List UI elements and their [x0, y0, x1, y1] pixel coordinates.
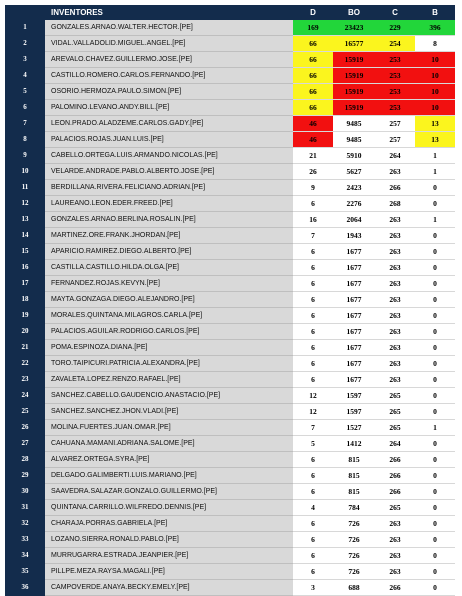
value-c: 263 [375, 324, 415, 340]
row-index: 23 [5, 372, 45, 388]
row-index: 36 [5, 580, 45, 596]
value-bo: 688 [333, 580, 375, 596]
value-b: 13 [415, 116, 455, 132]
row-index: 21 [5, 340, 45, 356]
value-c: 263 [375, 356, 415, 372]
value-bo: 1677 [333, 340, 375, 356]
value-d: 6 [293, 340, 333, 356]
row-index: 16 [5, 260, 45, 276]
value-c: 263 [375, 564, 415, 580]
table-row [5, 564, 455, 580]
value-bo: 1597 [333, 388, 375, 404]
value-c: 263 [375, 164, 415, 180]
value-c: 263 [375, 516, 415, 532]
row-index: 25 [5, 404, 45, 420]
row-index: 9 [5, 148, 45, 164]
value-b: 0 [415, 356, 455, 372]
inventor-name: SANCHEZ.SANCHEZ.JHON.VLADI.[PE] [45, 404, 293, 420]
value-b: 0 [415, 388, 455, 404]
row-index: 35 [5, 564, 45, 580]
inventor-name: SAAVEDRA.SALAZAR.GONZALO.GUILLERMO.[PE] [45, 484, 293, 500]
value-c: 253 [375, 100, 415, 116]
row-index: 4 [5, 68, 45, 84]
row-index: 11 [5, 180, 45, 196]
inventor-name: CAHUANA.MAMANI.ADRIANA.SALOME.[PE] [45, 436, 293, 452]
row-index: 12 [5, 196, 45, 212]
value-c: 265 [375, 388, 415, 404]
inventor-name: OSORIO.HERMOZA.PAULO.SIMON.[PE] [45, 84, 293, 100]
value-bo: 1677 [333, 276, 375, 292]
value-b: 0 [415, 244, 455, 260]
value-d: 6 [293, 308, 333, 324]
value-b: 0 [415, 564, 455, 580]
value-b: 13 [415, 132, 455, 148]
value-c: 263 [375, 308, 415, 324]
value-c: 265 [375, 420, 415, 436]
value-c: 266 [375, 580, 415, 596]
inventor-name: CABELLO.ORTEGA.LUIS.ARMANDO.NICOLAS.[PE] [45, 148, 293, 164]
value-d: 66 [293, 52, 333, 68]
value-d: 6 [293, 324, 333, 340]
value-b: 0 [415, 516, 455, 532]
value-c: 263 [375, 340, 415, 356]
row-index: 13 [5, 212, 45, 228]
value-c: 263 [375, 276, 415, 292]
value-d: 16 [293, 212, 333, 228]
value-c: 263 [375, 228, 415, 244]
value-bo: 1677 [333, 372, 375, 388]
value-b: 0 [415, 324, 455, 340]
row-index: 26 [5, 420, 45, 436]
row-index: 1 [5, 20, 45, 36]
value-bo: 5627 [333, 164, 375, 180]
value-d: 6 [293, 532, 333, 548]
value-d: 6 [293, 292, 333, 308]
table-row [5, 308, 455, 324]
row-index: 29 [5, 468, 45, 484]
value-b: 0 [415, 372, 455, 388]
value-bo: 1677 [333, 244, 375, 260]
value-b: 396 [415, 20, 455, 36]
table-row [5, 292, 455, 308]
value-bo: 5910 [333, 148, 375, 164]
value-b: 0 [415, 452, 455, 468]
value-b: 1 [415, 164, 455, 180]
table-row [5, 580, 455, 596]
inventor-name: MURRUGARRA.ESTRADA.JEANPIER.[PE] [45, 548, 293, 564]
inventor-name: QUINTANA.CARRILLO.WILFREDO.DENNIS.[PE] [45, 500, 293, 516]
row-index: 20 [5, 324, 45, 340]
table-row [5, 468, 455, 484]
table-body [5, 20, 455, 596]
value-c: 229 [375, 20, 415, 36]
value-bo: 15919 [333, 100, 375, 116]
value-b: 0 [415, 404, 455, 420]
row-index: 27 [5, 436, 45, 452]
value-d: 12 [293, 404, 333, 420]
row-index: 34 [5, 548, 45, 564]
value-d: 66 [293, 36, 333, 52]
value-b: 1 [415, 148, 455, 164]
value-bo: 1677 [333, 324, 375, 340]
table-row [5, 196, 455, 212]
value-bo: 15919 [333, 52, 375, 68]
value-bo: 726 [333, 532, 375, 548]
inventor-name: POMA.ESPINOZA.DIANA.[PE] [45, 340, 293, 356]
value-b: 10 [415, 68, 455, 84]
header-d: D [293, 5, 333, 20]
value-d: 21 [293, 148, 333, 164]
inventor-name: LOZANO.SIERRA.RONALD.PABLO.[PE] [45, 532, 293, 548]
inventor-name: MORALES.QUINTANA.MILAGROS.CARLA.[PE] [45, 308, 293, 324]
row-index: 10 [5, 164, 45, 180]
value-d: 12 [293, 388, 333, 404]
value-bo: 9485 [333, 132, 375, 148]
value-bo: 784 [333, 500, 375, 516]
inventor-name: ALVAREZ.ORTEGA.SYRA.[PE] [45, 452, 293, 468]
inventors-table [5, 5, 455, 596]
value-b: 10 [415, 84, 455, 100]
inventor-name: BERDILLANA.RIVERA.FELICIANO.ADRIAN.[PE] [45, 180, 293, 196]
table-row [5, 36, 455, 52]
inventor-name: CHARAJA.PORRAS.GABRIELA.[PE] [45, 516, 293, 532]
inventor-name: PALOMINO.LEVANO.ANDY.BILL.[PE] [45, 100, 293, 116]
value-b: 0 [415, 484, 455, 500]
value-c: 257 [375, 116, 415, 132]
value-b: 0 [415, 532, 455, 548]
value-b: 0 [415, 468, 455, 484]
row-index: 28 [5, 452, 45, 468]
value-d: 7 [293, 228, 333, 244]
table-row [5, 532, 455, 548]
value-bo: 815 [333, 468, 375, 484]
table-row [5, 484, 455, 500]
value-d: 169 [293, 20, 333, 36]
inventor-name: PILLPE.MEZA.RAYSA.MAGALI.[PE] [45, 564, 293, 580]
inventor-name: CASTILLA.CASTILLO.HILDA.OLGA.[PE] [45, 260, 293, 276]
inventor-name: APARICIO.RAMIREZ.DIEGO.ALBERTO.[PE] [45, 244, 293, 260]
value-d: 6 [293, 484, 333, 500]
value-bo: 9485 [333, 116, 375, 132]
row-index: 5 [5, 84, 45, 100]
value-d: 5 [293, 436, 333, 452]
value-bo: 15919 [333, 68, 375, 84]
value-c: 265 [375, 404, 415, 420]
value-bo: 1677 [333, 292, 375, 308]
value-c: 263 [375, 532, 415, 548]
header-b: B [415, 5, 455, 20]
value-c: 253 [375, 84, 415, 100]
value-b: 0 [415, 308, 455, 324]
table-row [5, 132, 455, 148]
value-d: 6 [293, 196, 333, 212]
table-row [5, 276, 455, 292]
value-bo: 1677 [333, 308, 375, 324]
value-b: 0 [415, 292, 455, 308]
header-index [5, 5, 45, 20]
value-bo: 16577 [333, 36, 375, 52]
table-row [5, 228, 455, 244]
value-c: 263 [375, 548, 415, 564]
value-b: 0 [415, 196, 455, 212]
value-d: 6 [293, 452, 333, 468]
table-row [5, 20, 455, 36]
inventor-name: ZAVALETA.LOPEZ.RENZO.RAFAEL.[PE] [45, 372, 293, 388]
value-d: 46 [293, 116, 333, 132]
table-row [5, 452, 455, 468]
table-header-row [5, 5, 455, 20]
value-d: 7 [293, 420, 333, 436]
value-bo: 2276 [333, 196, 375, 212]
value-d: 66 [293, 68, 333, 84]
value-d: 6 [293, 244, 333, 260]
row-index: 24 [5, 388, 45, 404]
table-row [5, 436, 455, 452]
value-b: 10 [415, 52, 455, 68]
value-bo: 15919 [333, 84, 375, 100]
value-c: 266 [375, 468, 415, 484]
value-bo: 1677 [333, 356, 375, 372]
inventor-name: MARTINEZ.ORE.FRANK.JHORDAN.[PE] [45, 228, 293, 244]
inventor-name: VIDAL.VALLADOLID.MIGUEL.ANGEL.[PE] [45, 36, 293, 52]
value-c: 265 [375, 500, 415, 516]
table-row [5, 164, 455, 180]
value-d: 66 [293, 100, 333, 116]
value-b: 0 [415, 260, 455, 276]
value-bo: 815 [333, 484, 375, 500]
inventor-name: PALACIOS.ROJAS.JUAN.LUIS.[PE] [45, 132, 293, 148]
inventor-name: MAYTA.GONZAGA.DIEGO.ALEJANDRO.[PE] [45, 292, 293, 308]
row-index: 7 [5, 116, 45, 132]
inventor-name: CASTILLO.ROMERO.CARLOS.FERNANDO.[PE] [45, 68, 293, 84]
value-bo: 1943 [333, 228, 375, 244]
value-b: 0 [415, 500, 455, 516]
table-row [5, 84, 455, 100]
value-c: 254 [375, 36, 415, 52]
table-row [5, 148, 455, 164]
value-c: 253 [375, 68, 415, 84]
table-row [5, 324, 455, 340]
inventor-name: CAMPOVERDE.ANAYA.BECKY.EMELY.[PE] [45, 580, 293, 596]
value-d: 6 [293, 548, 333, 564]
value-b: 0 [415, 228, 455, 244]
value-c: 266 [375, 452, 415, 468]
value-b: 0 [415, 580, 455, 596]
value-b: 0 [415, 340, 455, 356]
value-d: 6 [293, 356, 333, 372]
table-row [5, 516, 455, 532]
table-row [5, 356, 455, 372]
row-index: 19 [5, 308, 45, 324]
inventor-name: GONZALES.ARNAO.WALTER.HECTOR.[PE] [45, 20, 293, 36]
value-c: 263 [375, 244, 415, 260]
inventor-name: FERNANDEZ.ROJAS.KEVYN.[PE] [45, 276, 293, 292]
value-bo: 726 [333, 564, 375, 580]
row-index: 32 [5, 516, 45, 532]
row-index: 31 [5, 500, 45, 516]
row-index: 17 [5, 276, 45, 292]
table-row [5, 388, 455, 404]
table-row [5, 116, 455, 132]
value-c: 263 [375, 372, 415, 388]
table-row [5, 500, 455, 516]
value-bo: 815 [333, 452, 375, 468]
row-index: 2 [5, 36, 45, 52]
value-bo: 726 [333, 548, 375, 564]
value-b: 0 [415, 180, 455, 196]
row-index: 22 [5, 356, 45, 372]
value-d: 6 [293, 260, 333, 276]
row-index: 14 [5, 228, 45, 244]
value-bo: 1677 [333, 260, 375, 276]
table-row [5, 340, 455, 356]
value-c: 266 [375, 484, 415, 500]
value-b: 8 [415, 36, 455, 52]
inventor-name: GONZALES.ARNAO.BERLINA.ROSALIN.[PE] [45, 212, 293, 228]
value-bo: 2064 [333, 212, 375, 228]
table-row [5, 420, 455, 436]
value-c: 268 [375, 196, 415, 212]
row-index: 33 [5, 532, 45, 548]
inventor-name: AREVALO.CHAVEZ.GUILLERMO.JOSE.[PE] [45, 52, 293, 68]
header-bo: BO [333, 5, 375, 20]
value-d: 66 [293, 84, 333, 100]
table-row [5, 260, 455, 276]
value-bo: 2423 [333, 180, 375, 196]
value-c: 253 [375, 52, 415, 68]
row-index: 8 [5, 132, 45, 148]
value-c: 257 [375, 132, 415, 148]
value-b: 0 [415, 548, 455, 564]
value-b: 10 [415, 100, 455, 116]
inventor-name: LEON.PRADO.ALADZEME.CARLOS.GADY.[PE] [45, 116, 293, 132]
value-bo: 1412 [333, 436, 375, 452]
row-index: 3 [5, 52, 45, 68]
row-index: 15 [5, 244, 45, 260]
value-c: 264 [375, 148, 415, 164]
table-row [5, 244, 455, 260]
header-inventores: INVENTORES [45, 5, 293, 20]
value-c: 263 [375, 212, 415, 228]
inventor-name: PALACIOS.AGUILAR.RODRIGO.CARLOS.[PE] [45, 324, 293, 340]
table-row [5, 548, 455, 564]
inventor-name: MOLINA.FUERTES.JUAN.OMAR.[PE] [45, 420, 293, 436]
row-index: 30 [5, 484, 45, 500]
value-bo: 726 [333, 516, 375, 532]
inventors-table-container [5, 5, 455, 596]
value-b: 1 [415, 212, 455, 228]
table-row [5, 180, 455, 196]
value-c: 264 [375, 436, 415, 452]
inventor-name: VELARDE.ANDRADE.PABLO.ALBERTO.JOSE.[PE] [45, 164, 293, 180]
table-row [5, 404, 455, 420]
value-d: 6 [293, 564, 333, 580]
table-row [5, 212, 455, 228]
inventor-name: DELGADO.GALIMBERTI.LUIS.MARIANO.[PE] [45, 468, 293, 484]
value-bo: 1527 [333, 420, 375, 436]
value-bo: 1597 [333, 404, 375, 420]
value-b: 0 [415, 276, 455, 292]
value-d: 6 [293, 468, 333, 484]
table-row [5, 52, 455, 68]
value-bo: 23423 [333, 20, 375, 36]
inventor-name: TORO.TAIPICURI.PATRICIA.ALEXANDRA.[PE] [45, 356, 293, 372]
value-d: 4 [293, 500, 333, 516]
table-row [5, 68, 455, 84]
value-d: 46 [293, 132, 333, 148]
value-d: 3 [293, 580, 333, 596]
value-b: 1 [415, 420, 455, 436]
value-d: 6 [293, 276, 333, 292]
value-c: 266 [375, 180, 415, 196]
value-d: 6 [293, 372, 333, 388]
value-d: 26 [293, 164, 333, 180]
header-c: C [375, 5, 415, 20]
value-b: 0 [415, 436, 455, 452]
inventor-name: LAUREANO.LEON.EDER.FREED.[PE] [45, 196, 293, 212]
value-c: 263 [375, 260, 415, 276]
row-index: 6 [5, 100, 45, 116]
table-row [5, 100, 455, 116]
row-index: 18 [5, 292, 45, 308]
value-c: 263 [375, 292, 415, 308]
inventor-name: SANCHEZ.CABELLO.GAUDENCIO.ANASTACIO.[PE] [45, 388, 293, 404]
value-d: 6 [293, 516, 333, 532]
table-row [5, 372, 455, 388]
value-d: 9 [293, 180, 333, 196]
